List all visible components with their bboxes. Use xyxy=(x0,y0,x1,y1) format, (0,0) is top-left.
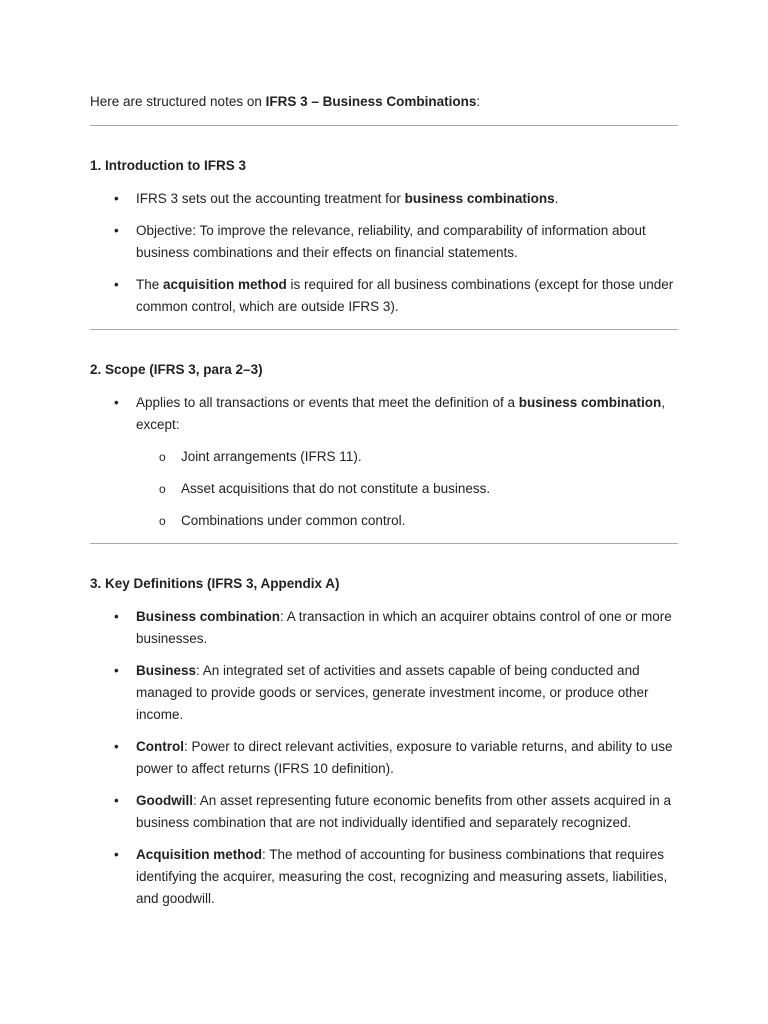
list-item: • Goodwill: An asset representing future economic benefits from other assets acquired in a business combination that are not individually identified and separately recognized. xyxy=(90,790,678,834)
sub-list-item: o Joint arrangements (IFRS 11). xyxy=(136,446,678,468)
horizontal-rule xyxy=(90,125,678,126)
list-item: • Business: An integrated set of activities and assets capable of being conducted and managed to provide goods or services, generate investment income, or produce other income. xyxy=(90,660,678,726)
intro-bold-text: IFRS 3 – Business Combinations xyxy=(265,94,477,109)
list-item: • Objective: To improve the relevance, reliability, and comparability of information about business combinations and their effects on financial statements. xyxy=(90,220,678,264)
list-item: • Acquisition method: The method of accounting for business combinations that requires identifying the acquirer, measuring the cost, recognizing and measuring assets, liabilities, and goodwill. xyxy=(90,844,678,910)
intro-text-end: : xyxy=(476,94,481,109)
intro-paragraph xyxy=(90,91,480,113)
list-item: • Control: Power to direct relevant activities, exposure to variable returns, and ability to use power to affect returns (IFRS 10 definition). xyxy=(90,736,678,780)
section-heading: 3. Key Definitions (IFRS 3, Appendix A) xyxy=(90,576,340,591)
horizontal-rule xyxy=(90,329,678,330)
section-heading: 1. Introduction to IFRS 3 xyxy=(90,158,246,173)
section-heading: 2. Scope (IFRS 3, para 2–3) xyxy=(90,362,263,377)
list-item: • The acquisition method is required for all business combinations (except for those under common control, which are outside IFRS 3). xyxy=(90,274,678,318)
list-item: • Business combination: A transaction in which an acquirer obtains control of one or more businesses. xyxy=(90,606,678,650)
list-item: • Applies to all transactions or events that meet the definition of a business combination, except: o Joint arrangements (IFRS 11). o Asset acquisitions that do not constitute a business. o Combinations under common control. xyxy=(90,392,678,532)
sub-list-item: o Combinations under common control. xyxy=(136,510,678,532)
horizontal-rule xyxy=(90,543,678,544)
sub-bullet-list xyxy=(136,446,678,532)
bullet-list xyxy=(90,188,678,328)
list-item: • IFRS 3 sets out the accounting treatment for business combinations. xyxy=(90,188,678,210)
intro-text: Here are structured notes on xyxy=(90,94,266,109)
sub-list-item: o Asset acquisitions that do not constitute a business. xyxy=(136,478,678,500)
bullet-list xyxy=(90,392,678,542)
bullet-list xyxy=(90,606,678,920)
